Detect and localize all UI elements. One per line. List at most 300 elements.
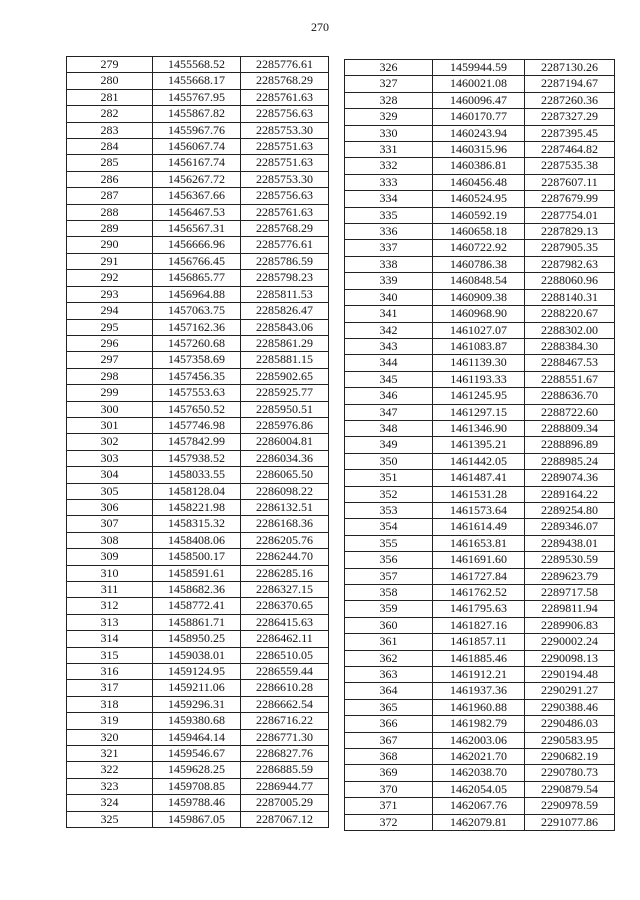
y-coordinate-cell: 2286370.65 [241,598,329,614]
table-row [67,155,329,171]
point-number-cell: 304 [67,467,153,483]
point-number-cell: 325 [67,811,153,827]
y-coordinate-cell: 2287679.99 [525,191,615,207]
x-coordinate-cell: 1461762.52 [433,585,525,601]
point-number-cell: 319 [67,713,153,729]
point-number-cell: 291 [67,253,153,269]
table-row [345,519,615,535]
y-coordinate-cell: 2287535.38 [525,158,615,174]
table-row [345,650,615,666]
point-number-cell: 300 [67,401,153,417]
table-row [345,125,615,141]
point-number-cell: 370 [345,781,433,797]
x-coordinate-cell: 1458128.04 [153,483,241,499]
point-number-cell: 308 [67,532,153,548]
x-coordinate-cell: 1458315.32 [153,516,241,532]
table-row [67,270,329,286]
y-coordinate-cell: 2286610.28 [241,680,329,696]
x-coordinate-cell: 1460456.48 [433,174,525,190]
x-coordinate-cell: 1456766.45 [153,253,241,269]
y-coordinate-cell: 2287905.35 [525,240,615,256]
x-coordinate-cell: 1461653.81 [433,535,525,551]
x-coordinate-cell: 1461885.46 [433,650,525,666]
point-number-cell: 349 [345,437,433,453]
point-number-cell: 348 [345,420,433,436]
x-coordinate-cell: 1461912.21 [433,667,525,683]
table-row [67,89,329,105]
table-row [345,453,615,469]
x-coordinate-cell: 1456567.31 [153,221,241,237]
point-number-cell: 340 [345,289,433,305]
point-number-cell: 280 [67,73,153,89]
y-coordinate-cell: 2286098.22 [241,483,329,499]
table-row [67,614,329,630]
table-row [67,450,329,466]
point-number-cell: 368 [345,749,433,765]
y-coordinate-cell: 2285925.77 [241,385,329,401]
table-row [345,683,615,699]
table-row [67,713,329,729]
y-coordinate-cell: 2291077.86 [525,814,615,830]
y-coordinate-cell: 2289164.22 [525,486,615,502]
x-coordinate-cell: 1459124.95 [153,664,241,680]
x-coordinate-cell: 1461795.63 [433,601,525,617]
point-number-cell: 371 [345,798,433,814]
table-row [67,565,329,581]
y-coordinate-cell: 2287260.36 [525,92,615,108]
x-coordinate-cell: 1459628.25 [153,762,241,778]
x-coordinate-cell: 1460786.38 [433,256,525,272]
table-row [345,798,615,814]
x-coordinate-cell: 1455867.82 [153,106,241,122]
table-row [345,699,615,715]
x-coordinate-cell: 1456467.53 [153,204,241,220]
point-number-cell: 335 [345,207,433,223]
point-number-cell: 301 [67,417,153,433]
point-number-cell: 295 [67,319,153,335]
x-coordinate-cell: 1462003.06 [433,732,525,748]
x-coordinate-cell: 1458033.55 [153,467,241,483]
table-row [67,746,329,762]
table-row [345,92,615,108]
table-row [345,273,615,289]
x-coordinate-cell: 1460170.77 [433,109,525,125]
table-row [345,667,615,683]
y-coordinate-cell: 2285843.06 [241,319,329,335]
point-number-cell: 343 [345,338,433,354]
y-coordinate-cell: 2289346.07 [525,519,615,535]
table-row [67,795,329,811]
y-coordinate-cell: 2285768.29 [241,221,329,237]
page-number: 270 [311,20,329,34]
table-row [67,171,329,187]
x-coordinate-cell: 1460524.95 [433,191,525,207]
point-number-cell: 320 [67,729,153,745]
x-coordinate-cell: 1459296.31 [153,696,241,712]
x-coordinate-cell: 1456367.66 [153,188,241,204]
point-number-cell: 326 [345,60,433,76]
point-number-cell: 350 [345,453,433,469]
x-coordinate-cell: 1456267.72 [153,171,241,187]
x-coordinate-cell: 1455967.76 [153,122,241,138]
y-coordinate-cell: 2290583.95 [525,732,615,748]
x-coordinate-cell: 1459708.85 [153,778,241,794]
y-coordinate-cell: 2285753.30 [241,171,329,187]
point-number-cell: 323 [67,778,153,794]
y-coordinate-cell: 2288384.30 [525,338,615,354]
point-number-cell: 285 [67,155,153,171]
table-row [67,467,329,483]
x-coordinate-cell: 1459211.06 [153,680,241,696]
point-number-cell: 330 [345,125,433,141]
x-coordinate-cell: 1461531.28 [433,486,525,502]
point-number-cell: 327 [345,76,433,92]
table-row [67,680,329,696]
x-coordinate-cell: 1461487.41 [433,470,525,486]
table-row [67,57,329,73]
point-number-cell: 289 [67,221,153,237]
y-coordinate-cell: 2287982.63 [525,256,615,272]
x-coordinate-cell: 1461139.30 [433,355,525,371]
table-row [345,716,615,732]
point-number-cell: 328 [345,92,433,108]
x-coordinate-cell: 1461027.07 [433,322,525,338]
table-row [345,749,615,765]
x-coordinate-cell: 1460909.38 [433,289,525,305]
x-coordinate-cell: 1461346.90 [433,420,525,436]
y-coordinate-cell: 2287130.26 [525,60,615,76]
y-coordinate-cell: 2286771.30 [241,729,329,745]
y-coordinate-cell: 2286244.70 [241,549,329,565]
point-number-cell: 360 [345,617,433,633]
y-coordinate-cell: 2285881.15 [241,352,329,368]
point-number-cell: 361 [345,634,433,650]
y-coordinate-cell: 2290388.46 [525,699,615,715]
x-coordinate-cell: 1461297.15 [433,404,525,420]
y-coordinate-cell: 2286034.36 [241,450,329,466]
x-coordinate-cell: 1458682.36 [153,582,241,598]
table-row [67,516,329,532]
table-row [67,811,329,827]
point-number-cell: 318 [67,696,153,712]
table-row [345,601,615,617]
table-row [67,204,329,220]
x-coordinate-cell: 1457842.99 [153,434,241,450]
table-row [67,778,329,794]
y-coordinate-cell: 2286662.54 [241,696,329,712]
point-number-cell: 331 [345,142,433,158]
table-row [67,532,329,548]
x-coordinate-cell: 1457260.68 [153,335,241,351]
y-coordinate-cell: 2287067.12 [241,811,329,827]
table-row [345,420,615,436]
y-coordinate-cell: 2285861.29 [241,335,329,351]
point-number-cell: 332 [345,158,433,174]
x-coordinate-cell: 1461857.11 [433,634,525,650]
x-coordinate-cell: 1458950.25 [153,631,241,647]
y-coordinate-cell: 2290879.54 [525,781,615,797]
x-coordinate-cell: 1459788.46 [153,795,241,811]
y-coordinate-cell: 2285761.63 [241,89,329,105]
y-coordinate-cell: 2287395.45 [525,125,615,141]
table-row [67,139,329,155]
table-row [67,319,329,335]
x-coordinate-cell: 1460243.94 [433,125,525,141]
table-row [67,762,329,778]
y-coordinate-cell: 2287464.82 [525,142,615,158]
y-coordinate-cell: 2289623.79 [525,568,615,584]
x-coordinate-cell: 1462067.76 [433,798,525,814]
x-coordinate-cell: 1457358.69 [153,352,241,368]
point-number-cell: 307 [67,516,153,532]
x-coordinate-cell: 1461691.60 [433,552,525,568]
y-coordinate-cell: 2285756.63 [241,188,329,204]
point-number-cell: 279 [67,57,153,73]
table-row [345,502,615,518]
table-row [345,404,615,420]
table-row [67,106,329,122]
x-coordinate-cell: 1456964.88 [153,286,241,302]
y-coordinate-cell: 2287194.67 [525,76,615,92]
table-row [67,352,329,368]
y-coordinate-cell: 2289906.83 [525,617,615,633]
y-coordinate-cell: 2287754.01 [525,207,615,223]
x-coordinate-cell: 1458500.17 [153,549,241,565]
y-coordinate-cell: 2286462.11 [241,631,329,647]
point-number-cell: 372 [345,814,433,830]
y-coordinate-cell: 2289717.58 [525,585,615,601]
y-coordinate-cell: 2287005.29 [241,795,329,811]
x-coordinate-cell: 1459546.67 [153,746,241,762]
y-coordinate-cell: 2288551.67 [525,371,615,387]
y-coordinate-cell: 2290978.59 [525,798,615,814]
table-row [67,598,329,614]
table-row [345,338,615,354]
x-coordinate-cell: 1455568.52 [153,57,241,73]
y-coordinate-cell: 2286065.50 [241,467,329,483]
y-coordinate-cell: 2286285.16 [241,565,329,581]
table-row [67,483,329,499]
y-coordinate-cell: 2290486.03 [525,716,615,732]
table-row [345,437,615,453]
table-row [67,237,329,253]
table-row [67,647,329,663]
x-coordinate-cell: 1460096.47 [433,92,525,108]
point-number-cell: 338 [345,256,433,272]
point-number-cell: 329 [345,109,433,125]
x-coordinate-cell: 1461573.64 [433,502,525,518]
x-coordinate-cell: 1458591.61 [153,565,241,581]
table-row [345,552,615,568]
point-number-cell: 310 [67,565,153,581]
point-number-cell: 299 [67,385,153,401]
table-row [67,582,329,598]
point-number-cell: 281 [67,89,153,105]
x-coordinate-cell: 1457650.52 [153,401,241,417]
y-coordinate-cell: 2286510.05 [241,647,329,663]
x-coordinate-cell: 1461193.33 [433,371,525,387]
coordinates-table-left [66,56,329,828]
coordinates-table-right-body [345,60,615,831]
x-coordinate-cell: 1460386.81 [433,158,525,174]
y-coordinate-cell: 2285776.61 [241,57,329,73]
point-number-cell: 324 [67,795,153,811]
table-row [67,303,329,319]
table-row [345,486,615,502]
x-coordinate-cell: 1461960.88 [433,699,525,715]
table-row [67,549,329,565]
y-coordinate-cell: 2285902.65 [241,368,329,384]
y-coordinate-cell: 2290194.48 [525,667,615,683]
table-row [67,221,329,237]
table-row [345,634,615,650]
y-coordinate-cell: 2286004.81 [241,434,329,450]
table-row [67,122,329,138]
table-row [345,60,615,76]
x-coordinate-cell: 1459464.14 [153,729,241,745]
x-coordinate-cell: 1461083.87 [433,338,525,354]
y-coordinate-cell: 2287327.29 [525,109,615,125]
point-number-cell: 292 [67,270,153,286]
table-row [345,732,615,748]
x-coordinate-cell: 1461827.16 [433,617,525,633]
table-row [67,286,329,302]
point-number-cell: 351 [345,470,433,486]
table-row [345,535,615,551]
point-number-cell: 303 [67,450,153,466]
x-coordinate-cell: 1460592.19 [433,207,525,223]
y-coordinate-cell: 2285768.29 [241,73,329,89]
x-coordinate-cell: 1457746.98 [153,417,241,433]
point-number-cell: 356 [345,552,433,568]
table-row [345,781,615,797]
table-row [67,368,329,384]
point-number-cell: 315 [67,647,153,663]
y-coordinate-cell: 2285761.63 [241,204,329,220]
table-row [67,73,329,89]
x-coordinate-cell: 1460315.96 [433,142,525,158]
point-number-cell: 321 [67,746,153,762]
point-number-cell: 287 [67,188,153,204]
y-coordinate-cell: 2289254.80 [525,502,615,518]
point-number-cell: 284 [67,139,153,155]
x-coordinate-cell: 1457063.75 [153,303,241,319]
point-number-cell: 296 [67,335,153,351]
x-coordinate-cell: 1456865.77 [153,270,241,286]
table-row [345,371,615,387]
y-coordinate-cell: 2288636.70 [525,388,615,404]
table-row [345,388,615,404]
table-row [345,617,615,633]
table-row [345,109,615,125]
point-number-cell: 357 [345,568,433,584]
y-coordinate-cell: 2285950.51 [241,401,329,417]
point-number-cell: 362 [345,650,433,666]
table-row [67,253,329,269]
x-coordinate-cell: 1462079.81 [433,814,525,830]
x-coordinate-cell: 1457162.36 [153,319,241,335]
point-number-cell: 369 [345,765,433,781]
table-row [345,158,615,174]
table-row [345,322,615,338]
x-coordinate-cell: 1456666.96 [153,237,241,253]
y-coordinate-cell: 2290002.24 [525,634,615,650]
y-coordinate-cell: 2288809.34 [525,420,615,436]
y-coordinate-cell: 2288140.31 [525,289,615,305]
y-coordinate-cell: 2288985.24 [525,453,615,469]
x-coordinate-cell: 1458408.06 [153,532,241,548]
x-coordinate-cell: 1460021.08 [433,76,525,92]
y-coordinate-cell: 2285751.63 [241,139,329,155]
y-coordinate-cell: 2289530.59 [525,552,615,568]
table-row [67,188,329,204]
table-row [67,401,329,417]
x-coordinate-cell: 1458861.71 [153,614,241,630]
point-number-cell: 290 [67,237,153,253]
table-row [345,142,615,158]
table-row [67,664,329,680]
table-row [67,335,329,351]
x-coordinate-cell: 1462054.05 [433,781,525,797]
table-row [345,568,615,584]
y-coordinate-cell: 2288722.60 [525,404,615,420]
point-number-cell: 355 [345,535,433,551]
table-row [67,434,329,450]
x-coordinate-cell: 1460968.90 [433,306,525,322]
y-coordinate-cell: 2287829.13 [525,224,615,240]
x-coordinate-cell: 1461395.21 [433,437,525,453]
y-coordinate-cell: 2290682.19 [525,749,615,765]
y-coordinate-cell: 2285776.61 [241,237,329,253]
table-row [345,240,615,256]
table-row [67,696,329,712]
point-number-cell: 365 [345,699,433,715]
y-coordinate-cell: 2286415.63 [241,614,329,630]
point-number-cell: 311 [67,582,153,598]
x-coordinate-cell: 1462021.70 [433,749,525,765]
point-number-cell: 283 [67,122,153,138]
point-number-cell: 347 [345,404,433,420]
table-row [345,355,615,371]
point-number-cell: 337 [345,240,433,256]
y-coordinate-cell: 2285786.59 [241,253,329,269]
point-number-cell: 334 [345,191,433,207]
point-number-cell: 286 [67,171,153,187]
x-coordinate-cell: 1460658.18 [433,224,525,240]
point-number-cell: 339 [345,273,433,289]
point-number-cell: 305 [67,483,153,499]
x-coordinate-cell: 1458221.98 [153,499,241,515]
x-coordinate-cell: 1460722.92 [433,240,525,256]
point-number-cell: 309 [67,549,153,565]
table-row [345,765,615,781]
x-coordinate-cell: 1462038.70 [433,765,525,781]
point-number-cell: 333 [345,174,433,190]
point-number-cell: 342 [345,322,433,338]
x-coordinate-cell: 1458772.41 [153,598,241,614]
table-row [345,224,615,240]
table-row [345,207,615,223]
y-coordinate-cell: 2286132.51 [241,499,329,515]
x-coordinate-cell: 1456167.74 [153,155,241,171]
point-number-cell: 313 [67,614,153,630]
y-coordinate-cell: 2286716.22 [241,713,329,729]
x-coordinate-cell: 1455668.17 [153,73,241,89]
point-number-cell: 341 [345,306,433,322]
y-coordinate-cell: 2285756.63 [241,106,329,122]
point-number-cell: 293 [67,286,153,302]
y-coordinate-cell: 2285798.23 [241,270,329,286]
